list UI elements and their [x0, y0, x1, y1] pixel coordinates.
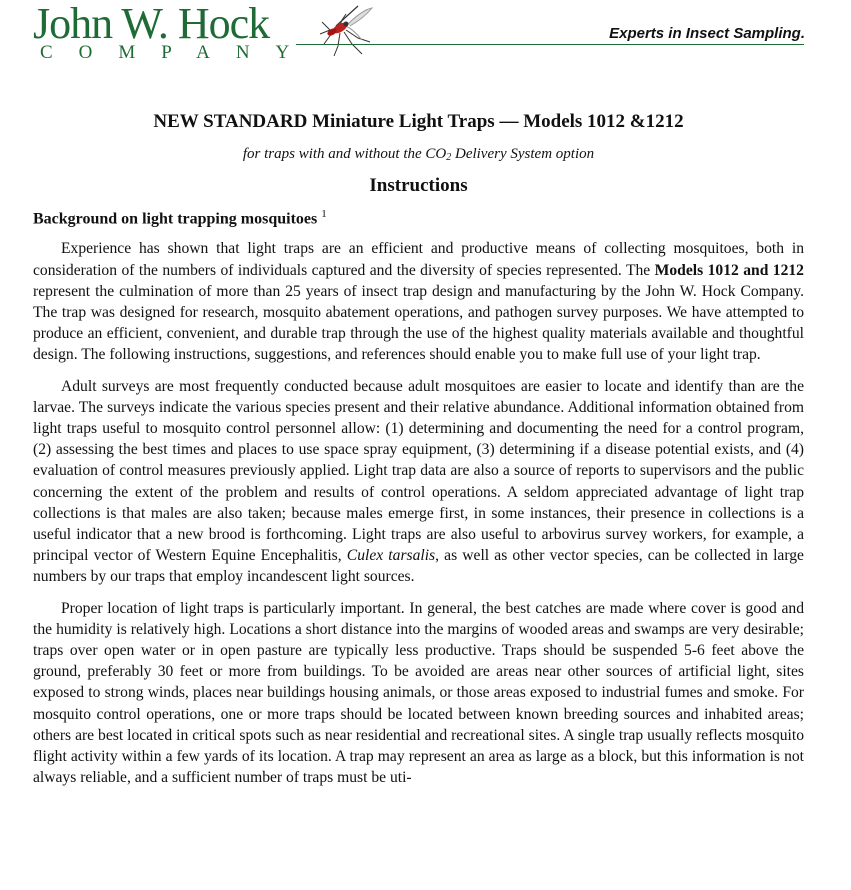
section-title	[33, 203, 804, 230]
paragraph-1	[33, 238, 804, 365]
species-italic: Culex tarsalis	[346, 547, 436, 565]
instructions-heading: Instructions	[369, 175, 468, 196]
document-subtitle	[33, 144, 804, 168]
paragraph-2-text-b: , as well as other vector species, can be collected in large numbers by our traps that employ incandescent light sources.	[33, 547, 804, 586]
header-rule	[296, 44, 804, 45]
document-title: NEW STANDARD Miniature Light Traps — Models 1012 &1212	[153, 111, 684, 132]
paragraph-2	[33, 376, 804, 588]
company-logo-sub: COMPANY	[40, 42, 316, 63]
company-logo-name: John W. Hock	[33, 0, 270, 48]
page-header	[0, 0, 851, 70]
subtitle-pre: for traps with and without the CO	[242, 146, 447, 162]
mosquito-icon	[318, 0, 376, 60]
paragraph-2-text-a: Adult surveys are most frequently conducted because adult mosquitoes are easier to locate and identify than are the larvae. The surveys indicate the various species present and their relative abundance. Additional information obtained from light traps useful to mosquito control personnel allow: (1) determining and documenting the need for a control program, (2) assessing the best times and places to use space spray equipment, (3) determining if a disease potential exists, and (4) evaluation of control measures previously applied. Light trap data are also a source of reports to supervisors and the public concerning the extent of the problem and results of control operations. A seldom appreciated advantage of light trap collections is that males are also taken; because males emerge first, in some instances, their presence in collections is a useful indicator that a new brood is forthcoming. Light traps are also useful to arbovirus survey workers, for example, a principal vector of Western Equine Encephalitis,	[33, 377, 804, 565]
footnote-marker: 1	[321, 208, 327, 220]
paragraph-3: Proper location of light traps is particularly important. In general, the best catches are made where cover is good and the humidity is relatively high. Locations a short distance into the margins of wooded areas and swamps are very desirable; traps over open water or in open pasture are typically less productive. Traps should be suspended 5-6 feet above the ground, preferably 30 feet or more from buildings. To be avoided are areas near other sources of artificial light, sites exposed to strong winds, places near buildings housing animals, or those areas exposed to industrial fumes and smoke. For mosquito control operations, one or more traps should be located between known breeding sources and inhabited areas; others are best located in critical spots such as near residential and recreational sites. A single trap usually reflects mosquito flight activity within a few yards of its location. A trap may represent an area as large as a block, but this information is not always reliable, and a sufficient number of traps must be uti-	[33, 599, 804, 787]
subtitle-subscript: 2	[446, 152, 452, 163]
section-title-text: Background on light trapping mosquitoes	[33, 210, 318, 228]
document-body	[33, 108, 804, 788]
subtitle-post: Delivery System option	[451, 146, 595, 162]
tagline: Experts in Insect Sampling.	[609, 25, 805, 42]
models-bold: Models 1012 and 1212	[654, 261, 804, 279]
paragraph-1-text-b: represent the culmination of more than 25 years of insect trap design and manufacturing by the John W. Hock Company. The trap was designed for research, mosquito abatement operations, and pathogen survey purposes. We have attempted to produce an efficient, convenient, and durable trap through the use of the highest quality materials available and thoughtful design. The following instructions, suggestions, and references should enable you to make full use of your light trap.	[33, 282, 804, 364]
paragraph-1-text-a: Experience has shown that light traps are an efficient and productive means of collecting mosquitoes, both in consideration of the numbers of individuals captured and the diversity of species represented. The	[33, 240, 804, 279]
